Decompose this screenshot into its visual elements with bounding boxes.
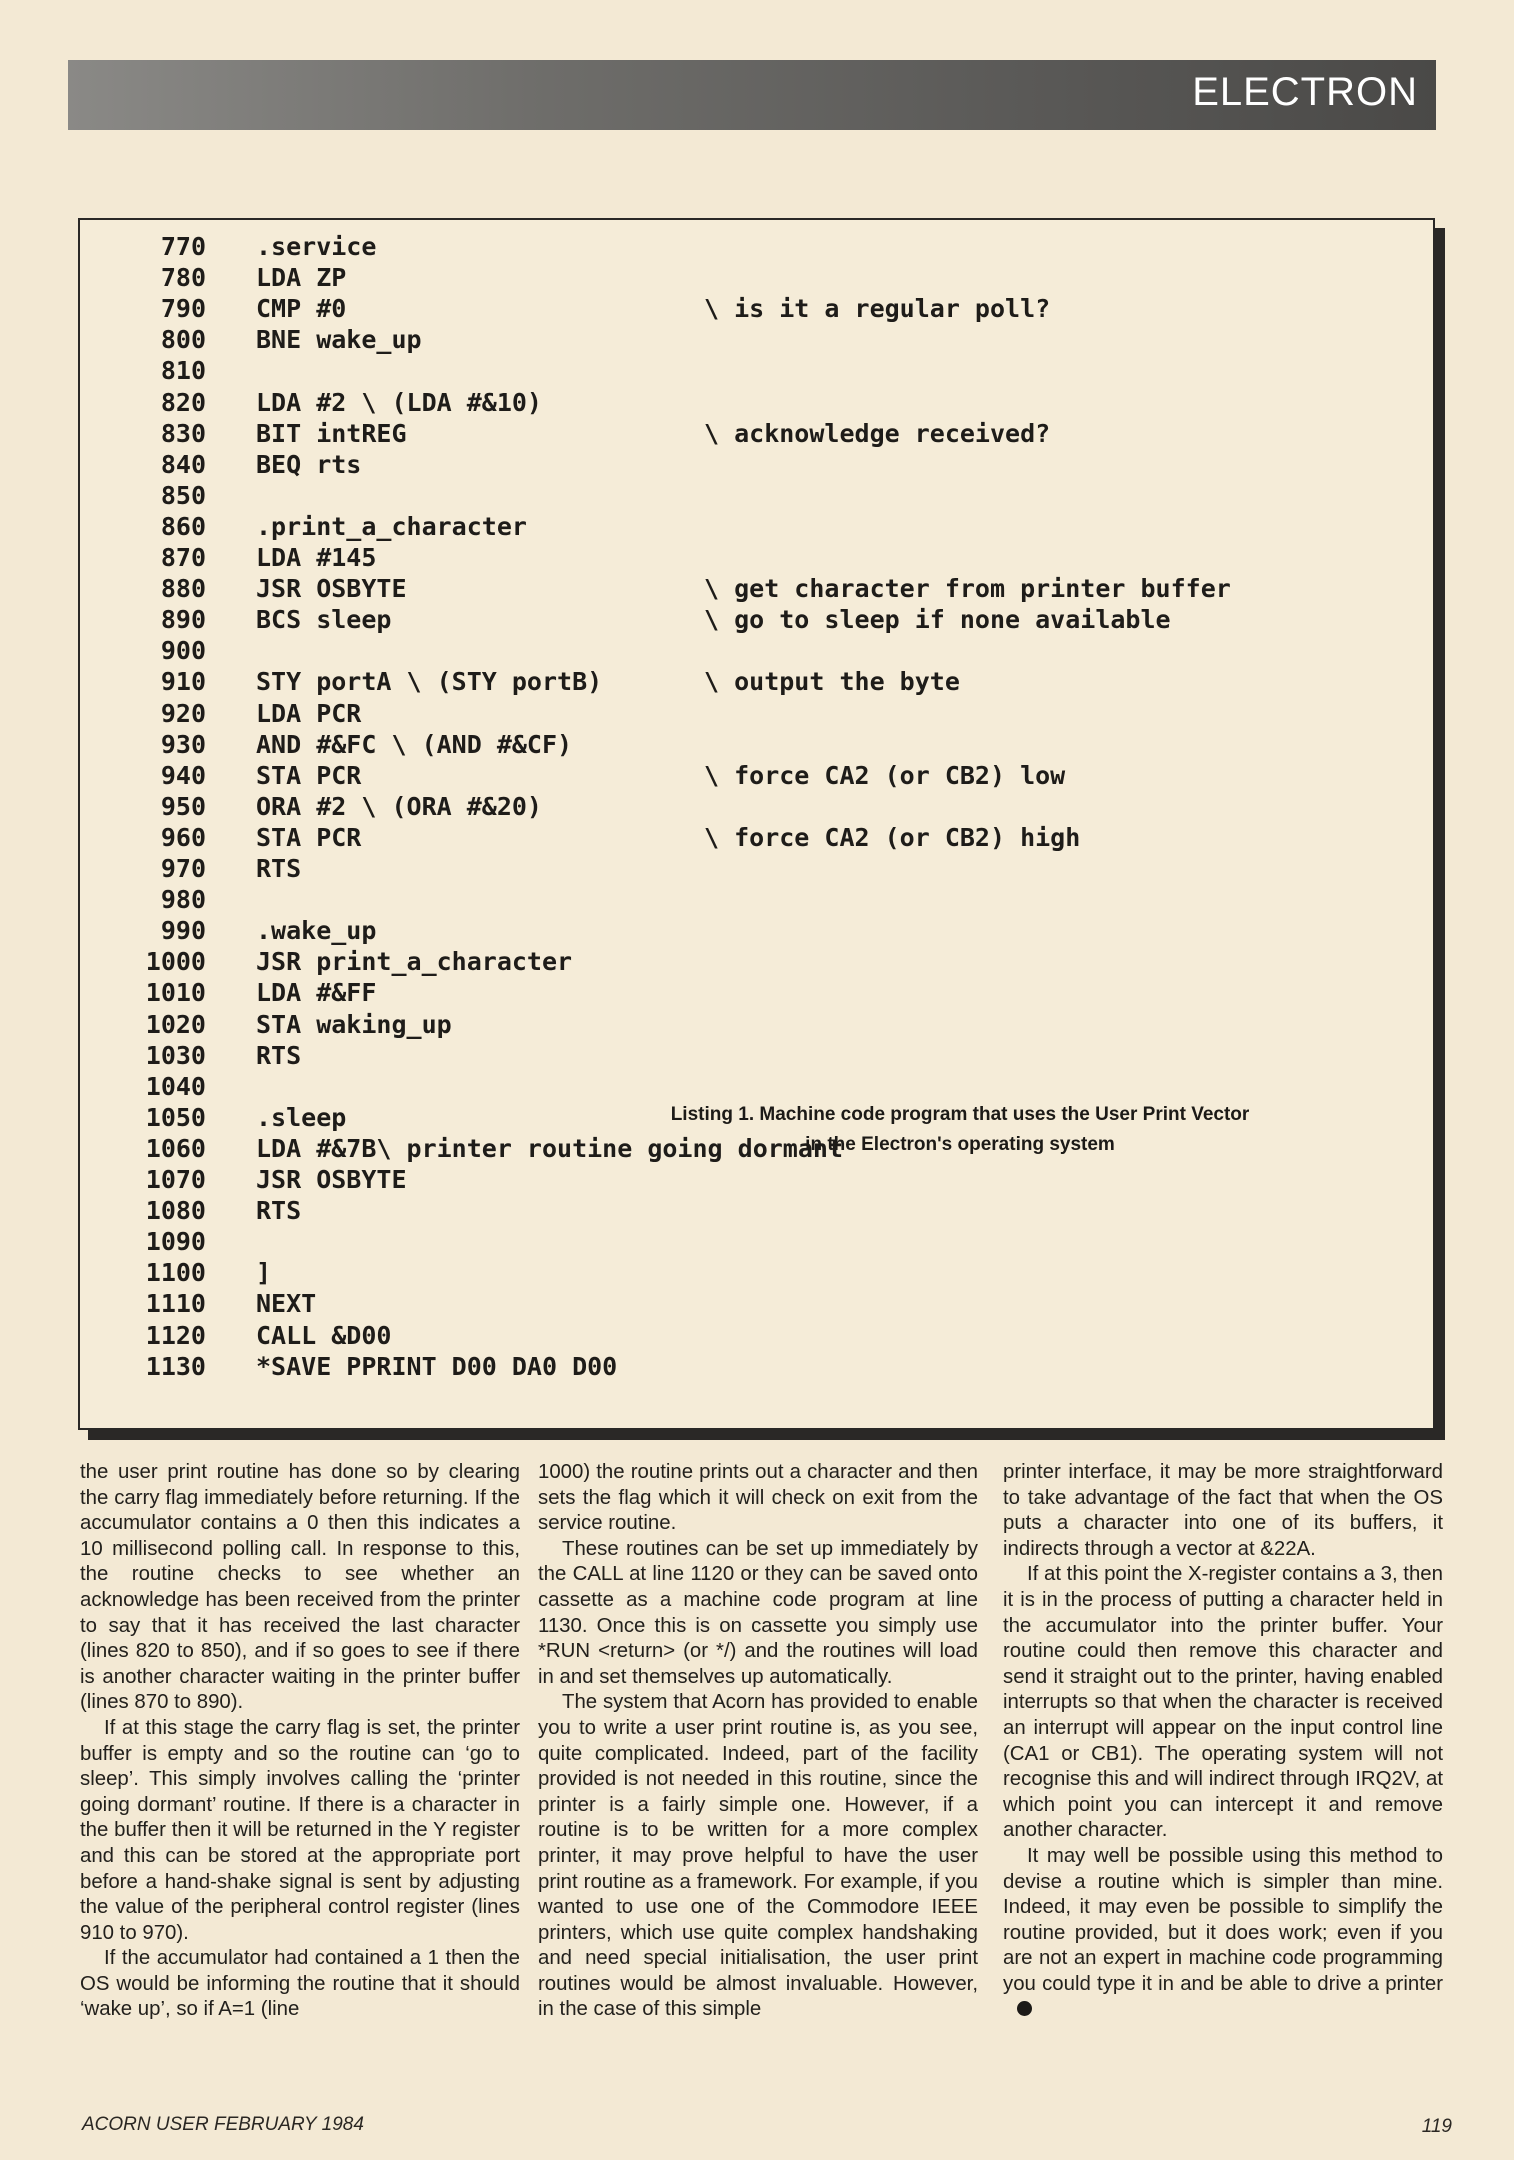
line-number: 880 bbox=[160, 574, 206, 604]
code-statement: BEQ rts bbox=[256, 449, 362, 479]
code-line bbox=[80, 1165, 1433, 1196]
code-statement: .print_a_character bbox=[256, 511, 527, 541]
code-line bbox=[80, 947, 1433, 978]
footer-publication: ACORN USER FEBRUARY 1984 bbox=[82, 2114, 364, 2135]
line-number: 940 bbox=[160, 760, 206, 790]
code-statement: NEXT bbox=[256, 1289, 317, 1319]
code-line bbox=[80, 1227, 1433, 1258]
code-statement: CALL &D00 bbox=[256, 1320, 392, 1350]
code-line bbox=[80, 356, 1433, 387]
line-number: 1000 bbox=[145, 947, 206, 977]
code-line bbox=[80, 294, 1433, 325]
line-number: 1070 bbox=[145, 1165, 206, 1194]
line-number: 770 bbox=[160, 232, 206, 261]
line-number: 900 bbox=[160, 636, 206, 666]
code-statement: ORA #2 \ (ORA #&20) bbox=[256, 791, 542, 821]
paragraph: These routines can be set up immediately by the CALL at line 1120 or they can be saved onto cassette as a machine code program at line 1130. Once this is on cassette you simply use *RUN <return> (or */) and the routines will load in and set themselves up automatically. bbox=[538, 1537, 978, 1688]
line-number: 1090 bbox=[145, 1227, 206, 1257]
code-statement: RTS bbox=[256, 1040, 302, 1070]
line-number: 1040 bbox=[145, 1071, 206, 1101]
code-line bbox=[80, 1196, 1433, 1227]
line-number: 930 bbox=[160, 729, 206, 759]
code-line bbox=[80, 232, 1433, 263]
line-number: 1010 bbox=[145, 978, 206, 1008]
paragraph: If at this point the X-register contains a 3, then it is in the process of putting a character held in the accumulator into the printer buffer. Your routine could then remove this character and send it straight out to the printer, having enabled interrupts so that when the character is received an interrupt will appear on the input control line (CA1 or CB1). The operating system will not recognise this and will indirect through IRQ2V, at which point you can intercept it and remove another character. bbox=[1003, 1563, 1443, 1842]
code-line bbox=[80, 885, 1433, 916]
code-comment: \ force CA2 (or CB2) high bbox=[704, 822, 1081, 852]
text-column-2 bbox=[538, 1460, 978, 2023]
line-number: 1030 bbox=[145, 1040, 206, 1070]
line-number: 980 bbox=[160, 885, 206, 915]
code-line bbox=[80, 761, 1433, 792]
code-line bbox=[80, 263, 1433, 294]
code-statement: .service bbox=[256, 232, 377, 261]
code-line bbox=[80, 388, 1433, 419]
code-statement: STA PCR bbox=[256, 822, 362, 852]
code-statement: RTS bbox=[256, 854, 302, 883]
code-statement: LDA ZP bbox=[256, 263, 347, 293]
text-column-3 bbox=[1003, 1460, 1443, 2023]
line-number: 820 bbox=[160, 387, 206, 417]
code-line bbox=[80, 636, 1433, 667]
code-statement: STY portA \ (STY portB) bbox=[256, 667, 603, 697]
line-number: 1080 bbox=[145, 1196, 206, 1226]
code-line bbox=[80, 792, 1433, 823]
paragraph: If the accumulator had contained a 1 then the OS would be informing the routine that it should ‘wake up’, so if A=1 (line bbox=[80, 1947, 520, 2021]
code-statement: LDA #2 \ (LDA #&10) bbox=[256, 387, 542, 417]
end-of-article-bullet-icon bbox=[1017, 2001, 1032, 2016]
code-line bbox=[80, 823, 1433, 854]
line-number: 910 bbox=[160, 667, 206, 697]
line-number: 920 bbox=[160, 698, 206, 728]
line-number: 1110 bbox=[145, 1289, 206, 1319]
code-line bbox=[80, 699, 1433, 730]
paragraph: the user print routine has done so by clearing the carry flag immediately before returning. If the accumulator contains a 0 then this indicates a 10 millisecond polling call. In response to this, the routine checks to see whether an acknowledge has been received from the printer to say that it has received the last character (lines 820 to 850), and if so goes to see if there is another character waiting in the printer buffer (lines 870 to 890). bbox=[80, 1461, 520, 1714]
line-number: 1060 bbox=[145, 1133, 206, 1163]
code-line bbox=[80, 325, 1433, 356]
code-statement: BNE wake_up bbox=[256, 325, 422, 355]
code-statement: .wake_up bbox=[256, 916, 377, 946]
caption-line-2: in the Electron's operating system bbox=[805, 1134, 1115, 1155]
code-statement: *SAVE PPRINT D00 DA0 D00 bbox=[256, 1351, 618, 1381]
caption-line-1: Listing 1. Machine code program that uses the User Print Vector bbox=[670, 1104, 1250, 1125]
code-line bbox=[80, 543, 1433, 574]
code-line bbox=[80, 854, 1433, 885]
line-number: 860 bbox=[160, 511, 206, 541]
paragraph bbox=[1003, 1844, 1443, 2023]
line-number: 830 bbox=[160, 418, 206, 448]
text-column-1 bbox=[80, 1460, 520, 2023]
paragraph: If at this stage the carry flag is set, the printer buffer is empty and so the routine can ‘go to sleep’. This simply involves calling the ‘printer going dormant’ routine. If there is a character in the buffer then it will be returned in the Y register and this can be stored at the appropriate port before a hand-shake signal is sent by adjusting the value of the peripheral control register (lines 910 to 970). bbox=[80, 1716, 520, 1944]
code-line bbox=[80, 512, 1433, 543]
code-statement: ] bbox=[256, 1258, 272, 1288]
code-comment: \ go to sleep if none available bbox=[704, 605, 1171, 635]
line-number: 850 bbox=[160, 480, 206, 510]
line-number: 790 bbox=[160, 294, 206, 324]
code-line bbox=[80, 667, 1433, 698]
line-number: 780 bbox=[160, 263, 206, 293]
code-statement: LDA #&7B\ printer routine going dormant bbox=[256, 1133, 843, 1163]
line-number: 950 bbox=[160, 791, 206, 821]
code-statement: AND #&FC \ (AND #&CF) bbox=[256, 729, 573, 759]
code-statement: LDA #&FF bbox=[256, 978, 377, 1008]
code-statement: .sleep bbox=[256, 1102, 347, 1132]
line-number: 1100 bbox=[145, 1258, 206, 1288]
code-line bbox=[80, 450, 1433, 481]
code-statement: JSR OSBYTE bbox=[256, 1165, 407, 1194]
line-number: 970 bbox=[160, 854, 206, 883]
code-statement: JSR print_a_character bbox=[256, 947, 573, 977]
line-number: 840 bbox=[160, 449, 206, 479]
code-comment: \ acknowledge received? bbox=[704, 418, 1051, 448]
code-line bbox=[80, 730, 1433, 761]
line-number: 1020 bbox=[145, 1009, 206, 1039]
code-comment: \ is it a regular poll? bbox=[704, 294, 1051, 324]
code-line bbox=[80, 916, 1433, 947]
line-number: 990 bbox=[160, 916, 206, 946]
line-number: 810 bbox=[160, 356, 206, 386]
paragraph: 1000) the routine prints out a character and then sets the flag which it will check on exit from the service routine. bbox=[538, 1461, 978, 1535]
code-statement: STA PCR bbox=[256, 760, 362, 790]
code-line bbox=[80, 481, 1433, 512]
code-statement: RTS bbox=[256, 1196, 302, 1226]
code-listing-box bbox=[78, 218, 1435, 1430]
code-statement: JSR OSBYTE bbox=[256, 574, 407, 604]
code-line bbox=[80, 605, 1433, 636]
code-line bbox=[80, 1258, 1433, 1289]
code-comment: \ get character from printer buffer bbox=[704, 574, 1231, 604]
paragraph-text: It may well be possible using this method to devise a routine which is simpler than mine. Indeed, it may even be possible to simplify the routine provided, but it does work; even if you are not an expert in machine code programming you could type it in and be able to drive a printer bbox=[1003, 1844, 1443, 1995]
line-number: 1130 bbox=[145, 1351, 206, 1381]
line-number: 890 bbox=[160, 605, 206, 635]
line-number: 960 bbox=[160, 822, 206, 852]
listing-caption bbox=[620, 1100, 1300, 1160]
code-line bbox=[80, 574, 1433, 605]
code-statement: LDA PCR bbox=[256, 698, 362, 728]
code-line bbox=[80, 978, 1433, 1009]
code-line bbox=[80, 1352, 1433, 1383]
line-number: 1050 bbox=[145, 1102, 206, 1132]
code-statement: BCS sleep bbox=[256, 605, 392, 635]
code-statement: LDA #145 bbox=[256, 543, 377, 572]
code-line bbox=[80, 419, 1433, 450]
page-number: 119 bbox=[1421, 2116, 1452, 2137]
paragraph: The system that Acorn has provided to enable you to write a user print routine is, as you see, quite complicated. Indeed, part of the facility provided is not needed in this routine, since the printer is a fairly simple one. However, if a routine is to be written for a more complex printer, it may prove helpful to have the user print routine as a framework. For example, if you wanted to use one of the Commodore IEEE printers, which use quite complex handshaking and need special initialisation, the user print routines would be almost invaluable. However, in the case of this simple bbox=[538, 1691, 978, 2021]
code-comment: \ force CA2 (or CB2) low bbox=[704, 760, 1066, 790]
code-statement: BIT intREG bbox=[256, 418, 407, 448]
code-line bbox=[80, 1072, 1433, 1103]
line-number: 800 bbox=[160, 325, 206, 355]
code-line bbox=[80, 1321, 1433, 1352]
code-comment: \ output the byte bbox=[704, 667, 960, 697]
code-line bbox=[80, 1010, 1433, 1041]
paragraph: printer interface, it may be more straightforward to take advantage of the fact that when the OS puts a character into one of its buffers, it indirects through a vector at &22A. bbox=[1003, 1461, 1443, 1560]
section-header-bar bbox=[68, 60, 1436, 130]
line-number: 870 bbox=[160, 543, 206, 572]
code-statement: CMP #0 bbox=[256, 294, 347, 324]
code-line bbox=[80, 1041, 1433, 1072]
code-line bbox=[80, 1289, 1433, 1320]
code-statement: STA waking_up bbox=[256, 1009, 452, 1039]
section-title: ELECTRON bbox=[1192, 70, 1418, 114]
line-number: 1120 bbox=[145, 1320, 206, 1350]
